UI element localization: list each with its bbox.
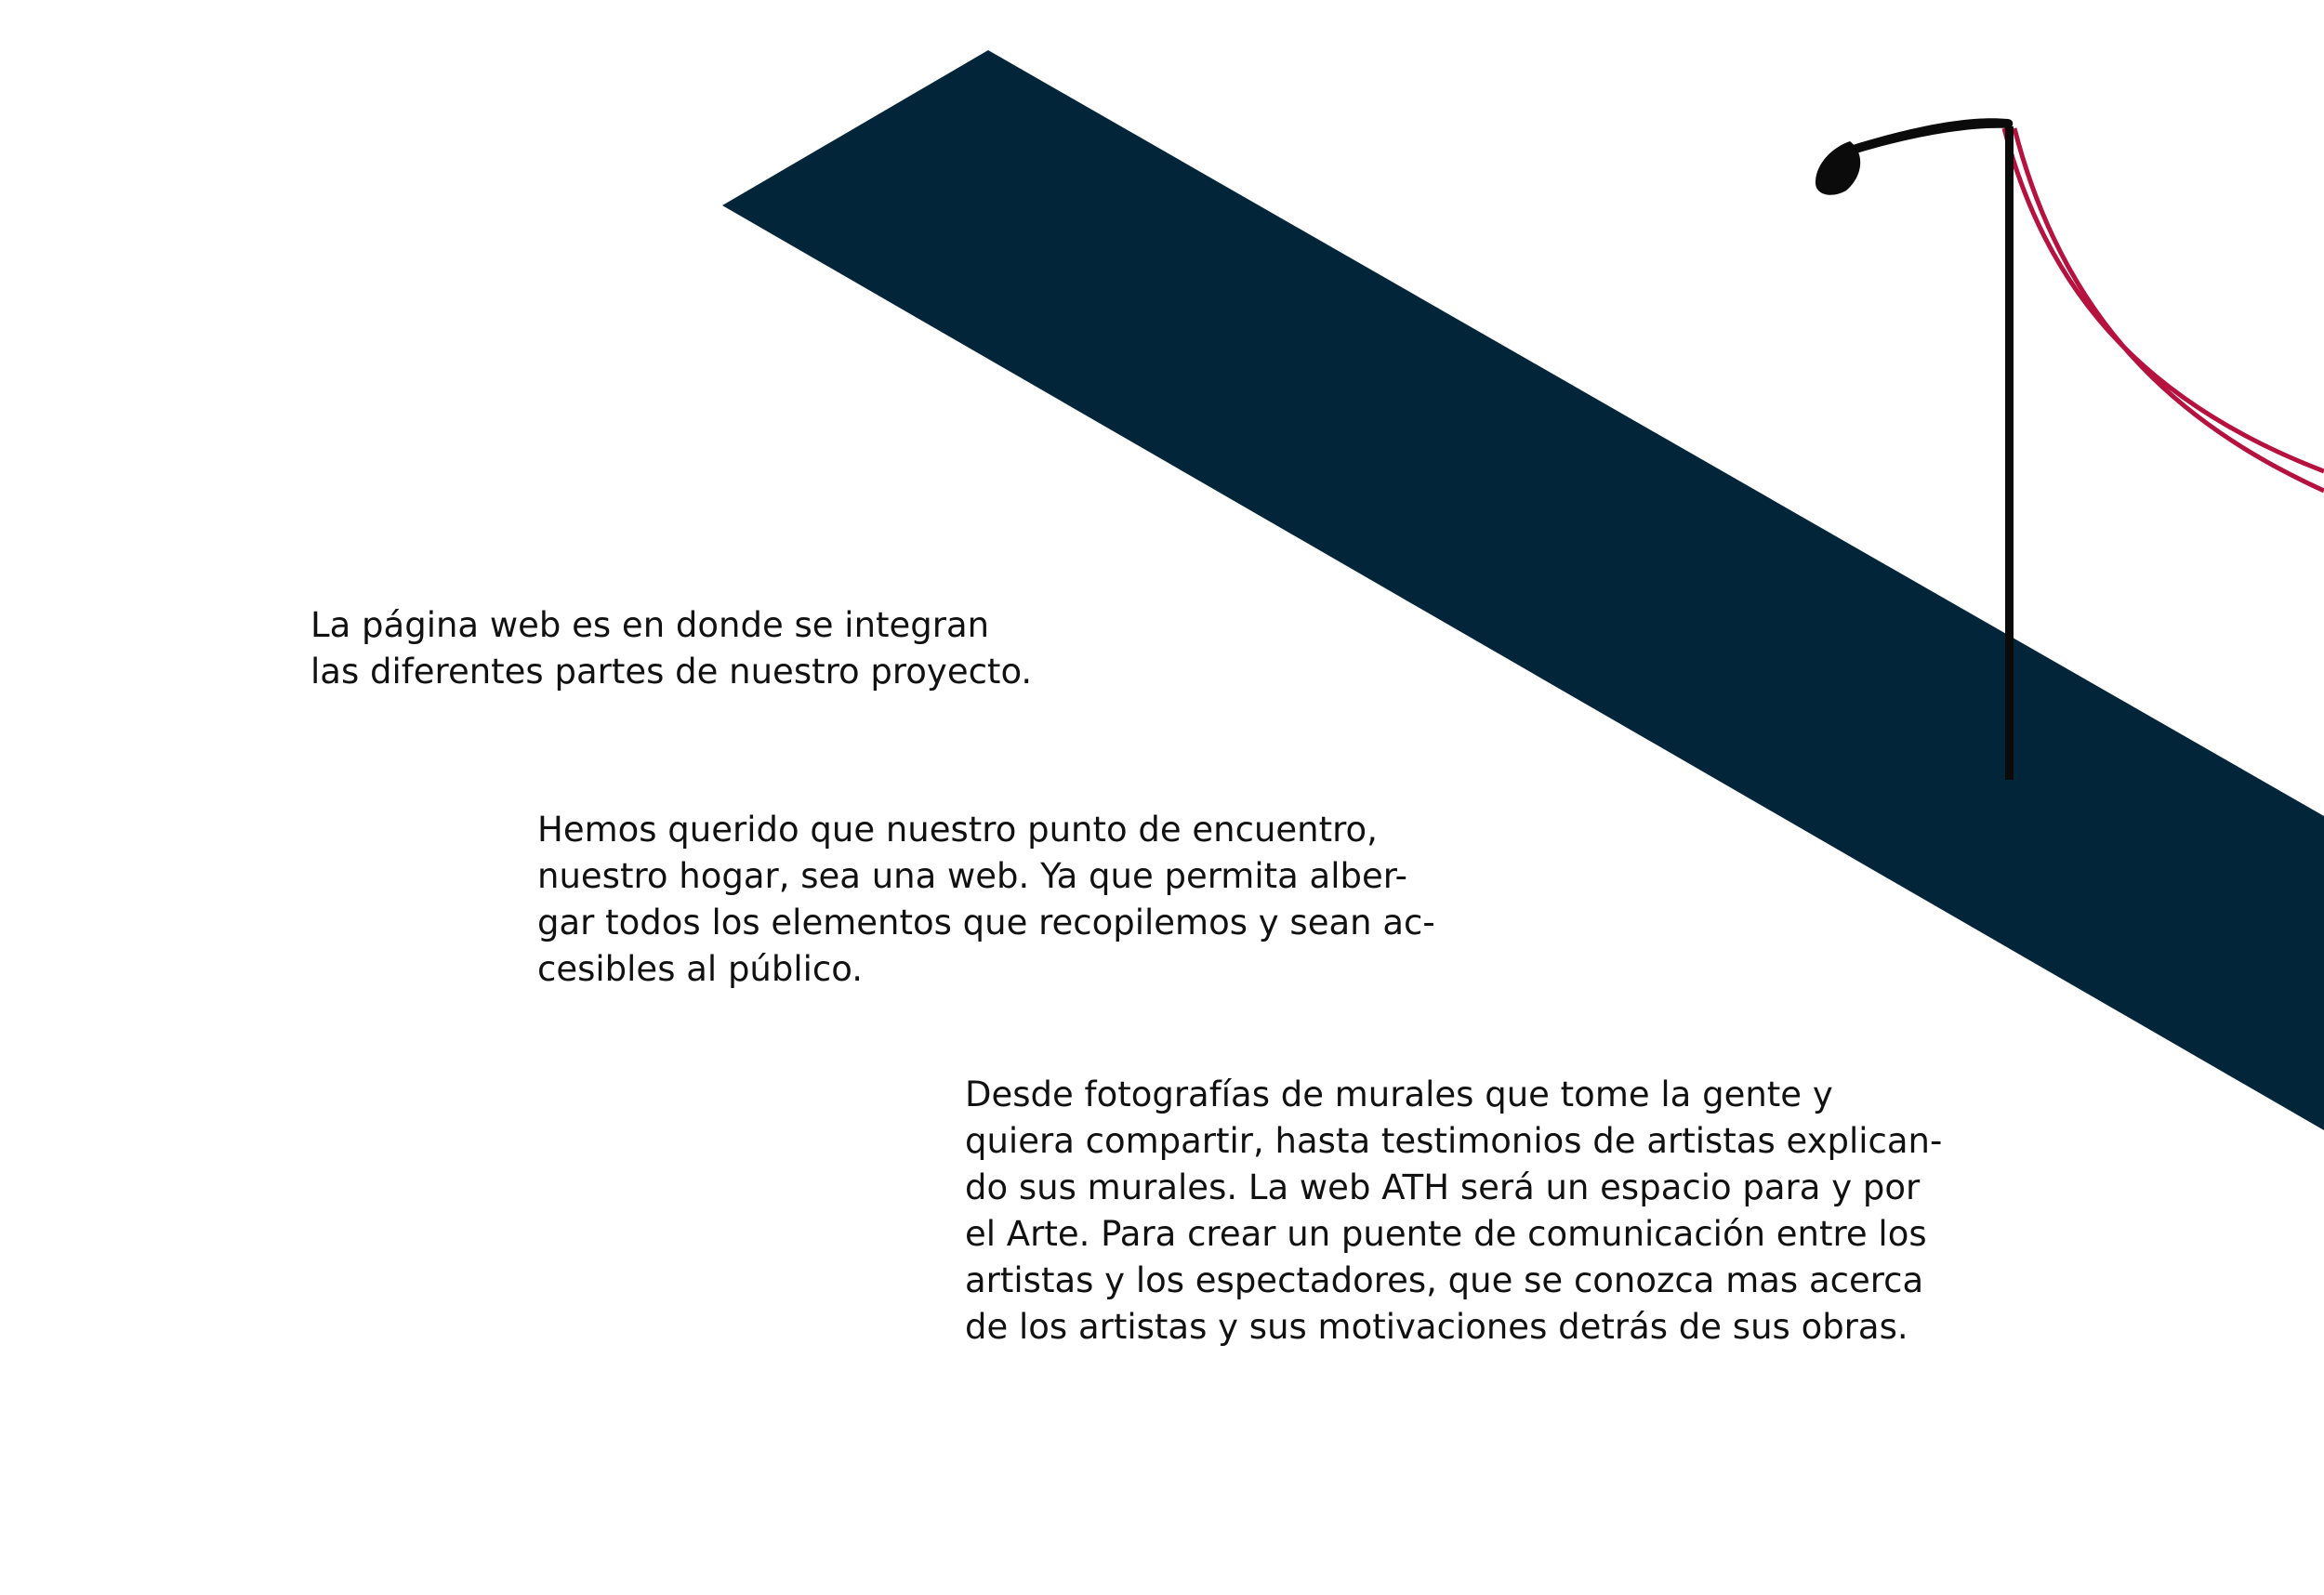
intro-paragraph: La página web es en donde se integran las diferentes partes de nuestro proyecto. bbox=[310, 605, 1033, 692]
meeting-point-paragraph: Hemos querido que nuestro punto de encuentro, nuestro hogar, sea una web. Ya que permita alber- gar todos los elementos que recopilemos y sean ac- cesibles al público. bbox=[537, 810, 1435, 989]
power-line-wires bbox=[2004, 128, 2324, 491]
purpose-paragraph: Desde fotografías de murales que tome la gente y quiera compartir, hasta testimonios de artistas explican- do sus murales. La web ATH será un espacio para y por el Arte. Para crear un puente de comunicación entre los artistas y los espectadores, que se conozca mas acerca de los artistas y sus motivaciones detrás de sus obras. bbox=[965, 1074, 1943, 1347]
